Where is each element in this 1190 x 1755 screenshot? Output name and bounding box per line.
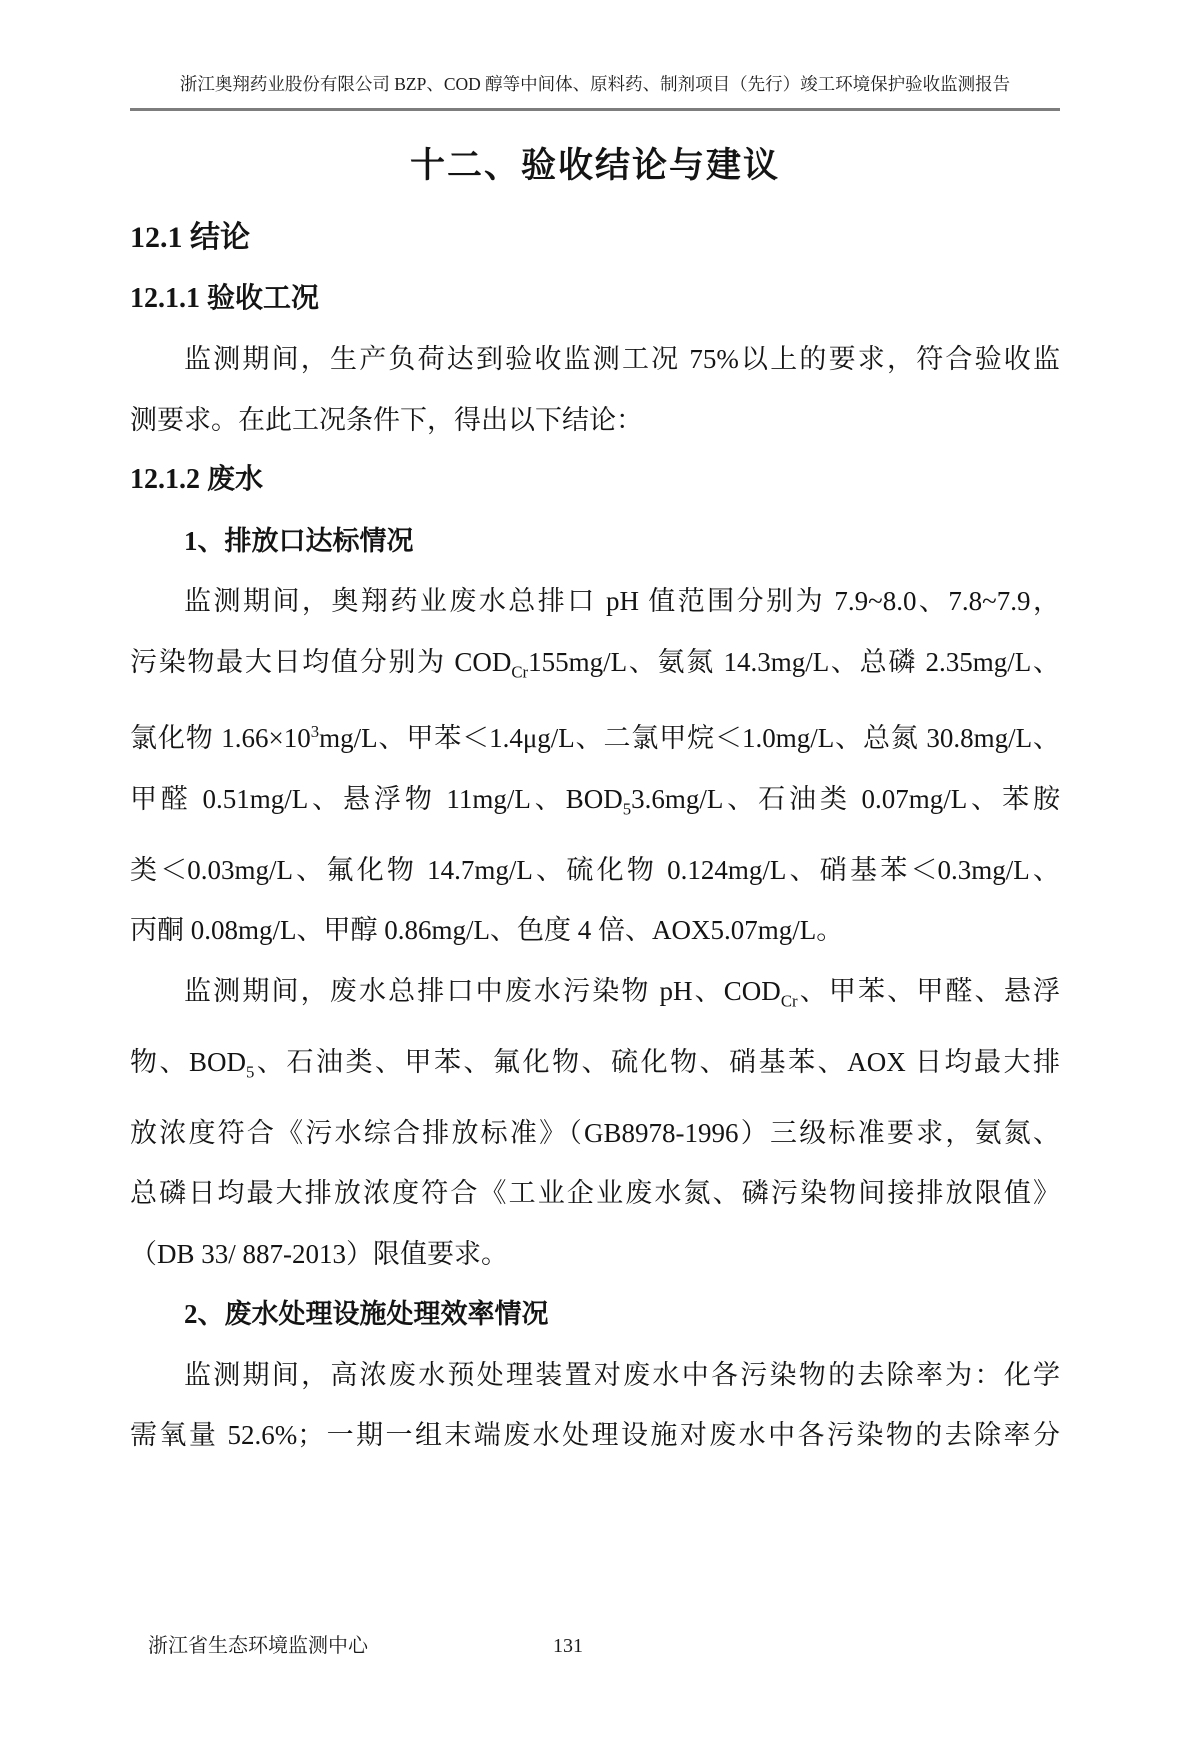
text-segment: 12.1.1 验收工况 [130,282,320,314]
footer-organization: 浙江省生态环境监测中心 [148,1635,368,1657]
text-segment: 、石油类、甲苯、氟化物、硫化物、硝基苯、AOX 日均最大排 [254,1046,1060,1077]
text-segment: 监测期间，生产负荷达到验收监测工况 75%以上的要求，符合验收监 [184,344,1060,374]
chapter-title [130,141,1060,191]
header-divider [130,108,1060,111]
body-text-line [130,769,1060,840]
body-text-line [130,1345,1060,1406]
text-segment: 总磷日均最大排放浓度符合《工业企业废水氮、磷污染物间接排放限值》 [130,1178,1060,1209]
document-page [0,72,1190,1755]
text-segment: 类＜0.03mg/L、氟化物 14.7mg/L、硫化物 0.124mg/L、硝基苯＜0.3mg/L、 [130,854,1060,885]
text-segment: 12.1.2 废水 [130,464,264,495]
body-text-line [130,632,1060,703]
text-segment: 、甲苯、甲醛、悬浮 [797,975,1060,1006]
text-segment: 监测期间，废水总排口中废水污染物 pH、COD [184,975,781,1006]
numbered-subheading [130,1284,1060,1345]
text-segment: 测要求。在此工况条件下，得出以下结论： [130,404,643,435]
body-text-line [130,571,1060,632]
body-text-line [130,900,1060,961]
text-segment: 3.6mg/L、石油类 0.07mg/L、苯胺 [631,783,1060,814]
subsection-heading [130,450,1060,511]
text-segment: 监测期间，高浓废水预处理装置对废水中各污染物的去除率为：化学 [184,1359,1060,1390]
numbered-subheading [130,511,1060,572]
body-text-line [130,390,1060,451]
subsection-heading [130,269,1060,330]
subscript-text: 5 [622,799,632,819]
text-segment: （DB 33/ 887-2013）限值要求。 [130,1238,508,1269]
text-segment: 污染物最大日均值分别为 COD [130,646,512,677]
page-footer [130,1632,1060,1662]
document-body [130,141,1060,1466]
page-number: 131 [553,1635,583,1657]
body-text-line [130,840,1060,901]
body-text-line [130,329,1060,390]
text-segment: 155mg/L、氨氮 14.3mg/L、总磷 2.35mg/L、 [528,646,1060,677]
text-segment: 放浓度符合《污水综合排放标准》（GB8978-1996）三级标准要求，氨氮、 [130,1117,1060,1148]
body-text-line [130,702,1060,769]
text-segment: 甲醛 0.51mg/L、悬浮物 11mg/L、BOD [130,783,623,814]
superscript-text: 3 [310,722,320,742]
section-heading [130,208,1060,269]
text-segment: mg/L、甲苯＜1.4μg/L、二氯甲烷＜1.0mg/L、总氮 30.8mg/L、 [319,723,1060,754]
body-text-line [130,1224,1060,1285]
text-segment: 丙酮 0.08mg/L、甲醇 0.86mg/L、色度 4 倍、AOX5.07mg/L。 [130,915,844,946]
body-text-line [130,1032,1060,1103]
text-segment: 2、废水处理设施处理效率情况 [184,1299,549,1330]
text-segment: 12.1 结论 [130,221,250,254]
text-segment: 需氧量 52.6%；一期一组末端废水处理设施对废水中各污染物的去除率分 [130,1420,1060,1451]
body-text-line [130,1163,1060,1224]
body-text-line [130,961,1060,1032]
text-segment: 监测期间，奥翔药业废水总排口 pH 值范围分别为 7.9~8.0、7.8~7.9， [184,586,1060,616]
page-header [0,72,1190,111]
subscript-text: 5 [246,1062,255,1082]
text-segment: 十二、验收结论与建议 [409,146,780,185]
subscript-text: Cr [780,991,798,1011]
text-segment: 氯化物 1.66×10 [130,723,311,754]
subscript-text: Cr [511,661,529,681]
body-text-line [130,1103,1060,1164]
text-segment: 物、BOD [130,1046,247,1077]
running-header-title: 浙江奥翔药业股份有限公司 BZP、COD 醇等中间体、原料药、制剂项目（先行）竣工环境保护验收监测报告 [179,74,1011,94]
text-segment: 1、排放口达标情况 [184,525,414,556]
body-text-line [130,1405,1060,1466]
